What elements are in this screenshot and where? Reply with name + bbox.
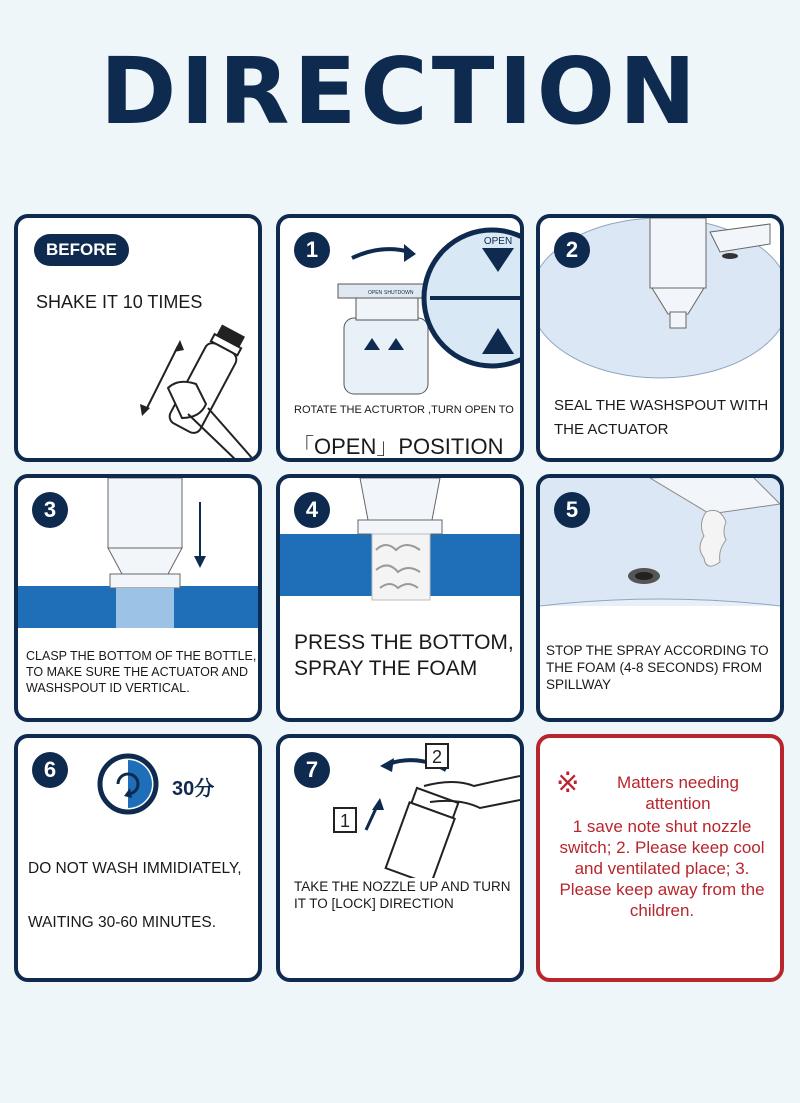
step-2-number: 2 [554,232,590,268]
step-7-card [276,734,524,982]
warning-symbol: ※ [556,767,580,798]
step-7-label-1: 1 [339,811,351,831]
step-3-number: 3 [32,492,68,528]
step-7-text: TAKE THE NOZZLE UP AND TURN IT TO [LOCK] DIRECTION [294,879,511,911]
step-5-text: STOP THE SPRAY ACCORDING TO THE FOAM (4-8 SECONDS) FROM SPILLWAY [546,643,769,692]
step-2-text: SEAL THE WASHSPOUT WITH THE ACTUATOR [554,397,769,438]
shutdown-label: SHUTDOWN [384,290,414,296]
step-5-card [536,474,784,722]
step-4-card [276,474,524,722]
step-3-text: CLASP THE BOTTOM OF THE BOTTLE, TO MAKE SURE THE ACTUATOR AND WASHSPOUT ID VERTICAL. [26,649,257,695]
step-7-number: 7 [294,752,330,788]
step-5-number: 5 [554,492,590,528]
step-6-text-2: WAITING 30-60 MINUTES. [28,914,217,931]
step-6-number: 6 [32,752,68,788]
page-title: DIRECTION [100,38,700,145]
step-1-text: ROTATE THE ACTURTOR ,TURN OPEN TO [294,404,514,416]
warning-card [536,734,784,982]
step-2-card [536,214,784,462]
step-7-label-2: 2 [431,747,443,767]
warning-heading: Matters needing attention [617,773,739,813]
step-3-card [14,474,262,722]
before-text: SHAKE IT 10 TIMES [36,292,203,312]
step-4-number: 4 [294,492,330,528]
shake-bottle-icon [18,218,258,458]
step-6-text: DO NOT WASH IMMIDIATELY, [28,860,242,877]
open-small-label: OPEN [368,290,383,296]
warning-body: 1 save note shut nozzle switch; 2. Please keep cool and ventilated place; 3. Please keep away from the children. [559,817,765,920]
open-label: OPEN [483,236,513,247]
before-badge: BEFORE [34,234,129,266]
step-1-number: 1 [294,232,330,268]
step-1-text-open: 「OPEN」POSITION [292,434,504,459]
step-6-timer: 30分 [172,778,215,800]
step-6-card [14,734,262,982]
step-1-card [276,214,524,462]
step-before-card [14,214,262,462]
step-4-text: PRESS THE BOTTOM, SPRAY THE FOAM [294,631,514,680]
